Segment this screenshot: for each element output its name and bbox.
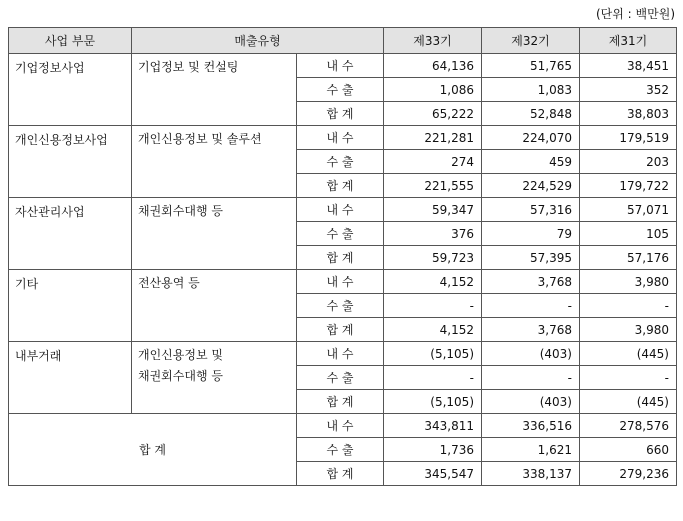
unit-note: (단위 : 백만원) xyxy=(596,7,675,21)
kind-cell: 수 출 xyxy=(297,294,384,318)
value-cell: 1,086 xyxy=(384,78,482,102)
kind-cell: 내 수 xyxy=(297,414,384,438)
kind-cell: 수 출 xyxy=(297,438,384,462)
header-row xyxy=(9,28,677,54)
header-year: 제33기 xyxy=(384,28,482,54)
value-cell: 336,516 xyxy=(482,414,580,438)
kind-cell: 내 수 xyxy=(297,342,384,366)
value-cell: 52,848 xyxy=(482,102,580,126)
kind-cell: 수 출 xyxy=(297,78,384,102)
value-cell: 4,152 xyxy=(384,270,482,294)
value-cell: 221,281 xyxy=(384,126,482,150)
revenue-type-text: 개인신용정보 및 채권회수대행 등 xyxy=(138,348,223,383)
value-cell: 64,136 xyxy=(384,54,482,78)
value-cell: 3,980 xyxy=(580,318,677,342)
value-cell: 1,621 xyxy=(482,438,580,462)
value-cell: 274 xyxy=(384,150,482,174)
value-cell: 79 xyxy=(482,222,580,246)
value-cell: (445) xyxy=(580,342,677,366)
value-cell: 57,176 xyxy=(580,246,677,270)
revenue-table xyxy=(8,27,677,486)
header-year: 제31기 xyxy=(580,28,677,54)
header-revenue-type: 매출유형 xyxy=(132,28,384,54)
revenue-type-cell xyxy=(132,126,297,198)
value-cell: (403) xyxy=(482,342,580,366)
value-cell: - xyxy=(384,366,482,390)
revenue-type-cell xyxy=(132,342,297,414)
value-cell: 57,316 xyxy=(482,198,580,222)
value-cell: 179,519 xyxy=(580,126,677,150)
value-cell: 59,347 xyxy=(384,198,482,222)
value-cell: 57,071 xyxy=(580,198,677,222)
table-body xyxy=(9,54,677,486)
value-cell: (403) xyxy=(482,390,580,414)
segment-cell: 자산관리사업 xyxy=(9,198,132,270)
value-cell: 51,765 xyxy=(482,54,580,78)
value-cell: 338,137 xyxy=(482,462,580,486)
kind-cell: 수 출 xyxy=(297,150,384,174)
value-cell: 4,152 xyxy=(384,318,482,342)
revenue-type-cell xyxy=(132,270,297,342)
value-cell: 1,736 xyxy=(384,438,482,462)
value-cell: 224,070 xyxy=(482,126,580,150)
value-cell: 221,555 xyxy=(384,174,482,198)
value-cell: - xyxy=(580,294,677,318)
value-cell: 345,547 xyxy=(384,462,482,486)
revenue-type-text: 채권회수대행 등 xyxy=(138,204,223,218)
kind-cell: 합 계 xyxy=(297,102,384,126)
table-row xyxy=(9,198,677,222)
segment-cell: 기타 xyxy=(9,270,132,342)
table-row xyxy=(9,54,677,78)
value-cell: (5,105) xyxy=(384,342,482,366)
table-row xyxy=(9,126,677,150)
table-row xyxy=(9,270,677,294)
value-cell: - xyxy=(580,366,677,390)
segment-cell: 내부거래 xyxy=(9,342,132,414)
revenue-type-text: 기업정보 및 컨설팅 xyxy=(138,60,239,74)
value-cell: 352 xyxy=(580,78,677,102)
revenue-type-cell xyxy=(132,198,297,270)
kind-cell: 내 수 xyxy=(297,270,384,294)
value-cell: 278,576 xyxy=(580,414,677,438)
value-cell: (5,105) xyxy=(384,390,482,414)
value-cell: 343,811 xyxy=(384,414,482,438)
segment-cell: 기업정보사업 xyxy=(9,54,132,126)
kind-cell: 내 수 xyxy=(297,126,384,150)
value-cell: 1,083 xyxy=(482,78,580,102)
value-cell: 3,768 xyxy=(482,270,580,294)
kind-cell: 합 계 xyxy=(297,318,384,342)
kind-cell: 내 수 xyxy=(297,54,384,78)
kind-cell: 합 계 xyxy=(297,390,384,414)
value-cell: - xyxy=(482,366,580,390)
value-cell: 279,236 xyxy=(580,462,677,486)
kind-cell: 수 출 xyxy=(297,222,384,246)
revenue-type-text: 개인신용정보 및 솔루션 xyxy=(138,132,262,146)
value-cell: (445) xyxy=(580,390,677,414)
value-cell: 38,803 xyxy=(580,102,677,126)
value-cell: - xyxy=(482,294,580,318)
revenue-type-cell xyxy=(132,54,297,126)
value-cell: 179,722 xyxy=(580,174,677,198)
value-cell: 459 xyxy=(482,150,580,174)
value-cell: 38,451 xyxy=(580,54,677,78)
kind-cell: 합 계 xyxy=(297,462,384,486)
value-cell: 105 xyxy=(580,222,677,246)
value-cell: 203 xyxy=(580,150,677,174)
header-year: 제32기 xyxy=(482,28,580,54)
grand-total-label: 합 계 xyxy=(9,414,297,486)
header-segment: 사업 부문 xyxy=(9,28,132,54)
value-cell: 59,723 xyxy=(384,246,482,270)
value-cell: 3,980 xyxy=(580,270,677,294)
revenue-type-text: 전산용역 등 xyxy=(138,276,200,290)
kind-cell: 합 계 xyxy=(297,174,384,198)
kind-cell: 수 출 xyxy=(297,366,384,390)
value-cell: 57,395 xyxy=(482,246,580,270)
value-cell: 224,529 xyxy=(482,174,580,198)
value-cell: 376 xyxy=(384,222,482,246)
value-cell: 3,768 xyxy=(482,318,580,342)
segment-cell: 개인신용정보사업 xyxy=(9,126,132,198)
value-cell: - xyxy=(384,294,482,318)
value-cell: 65,222 xyxy=(384,102,482,126)
kind-cell: 내 수 xyxy=(297,198,384,222)
table-row xyxy=(9,342,677,366)
table-row xyxy=(9,414,677,438)
value-cell: 660 xyxy=(580,438,677,462)
kind-cell: 합 계 xyxy=(297,246,384,270)
